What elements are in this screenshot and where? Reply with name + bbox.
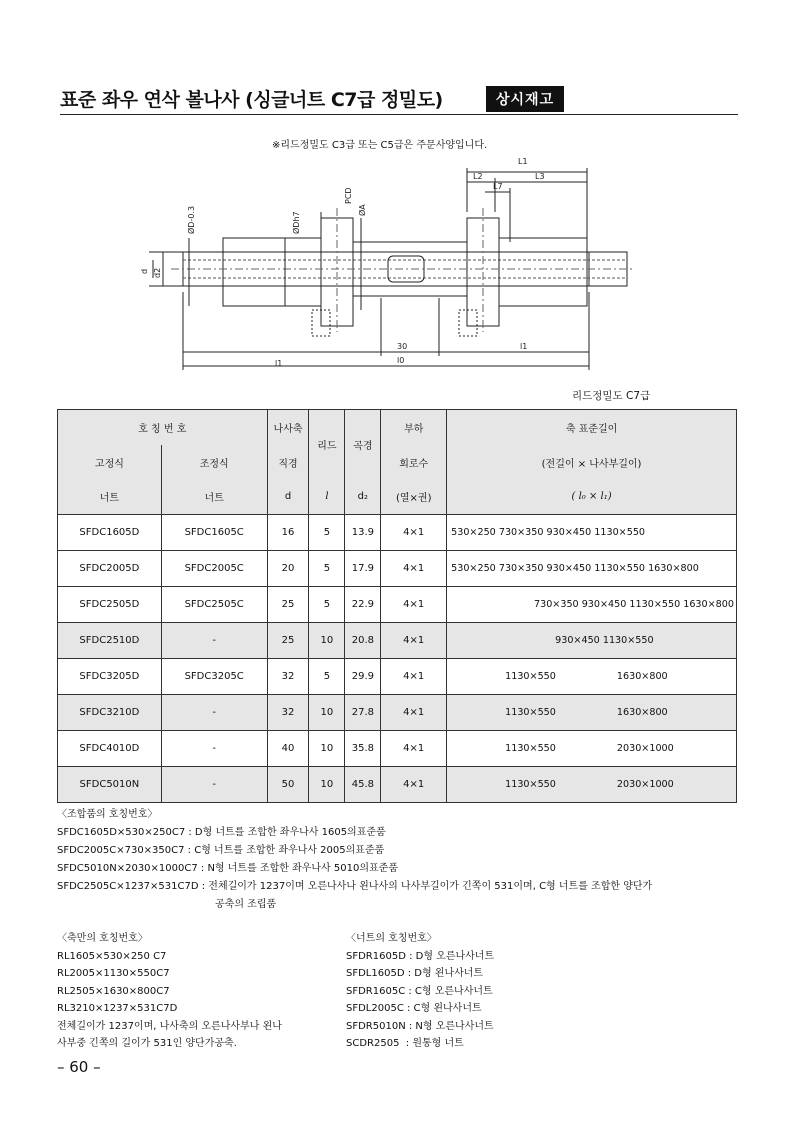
dim-phiDh7: ØDh7: [292, 211, 301, 234]
right-nut-body: [499, 238, 587, 306]
cell-d: 32: [267, 695, 309, 731]
dim-d2: d2: [153, 267, 162, 278]
dim-gap: 30: [397, 342, 408, 351]
header-lead: 리드: [309, 410, 345, 480]
cell-lengths: 1130×550 1630×800: [447, 695, 737, 731]
cell-lengths: 530×250 730×350 930×450 1130×550: [447, 515, 737, 551]
cell-fixed: SFDC4010D: [58, 731, 162, 767]
title-divider: [60, 114, 738, 115]
cell-lead: 10: [309, 731, 345, 767]
page-header: [60, 84, 738, 114]
stock-badge: 상시재고: [486, 86, 564, 112]
cell-fixed: SFDC3210D: [58, 695, 162, 731]
combination-heading: 〈조합품의 호칭번호〉: [57, 809, 158, 820]
header-circuits: 회로수: [381, 445, 447, 480]
cell-adjust: -: [161, 767, 267, 803]
left-nut-body: [223, 238, 321, 306]
dim-pcd: PCD: [344, 187, 353, 204]
header-designation: 호 칭 번 호: [58, 410, 268, 445]
cell-lengths: 1130×550 2030×1000: [447, 731, 737, 767]
dim-L1: L1: [518, 157, 528, 166]
cell-lengths: 730×350 930×450 1130×550 1630×800: [447, 587, 737, 623]
cell-load: 4×1: [381, 659, 447, 695]
nut-line: SFDR1605C : C형 오른나사너트: [346, 985, 493, 997]
combination-section: [57, 806, 747, 914]
header-d-symbol: d: [267, 480, 309, 515]
cell-load: 4×1: [381, 623, 447, 659]
header-load: 부하: [381, 410, 447, 445]
axis-line: 사부중 긴쪽의 길이가 531인 양단가공축.: [57, 1038, 237, 1049]
axis-line: RL2005×1130×550C7: [57, 968, 170, 979]
lead-precision-note: ※리드정밀도 C3급 또는 C5급은 주문사양입니다.: [272, 140, 488, 151]
nut-line: SFDL2005C : C형 왼나사너트: [346, 1003, 482, 1014]
cell-lengths: 1130×550 1630×800: [447, 659, 737, 695]
cell-lengths: 930×450 1130×550: [447, 623, 737, 659]
table-row: [58, 587, 737, 623]
header-length-formula: (전길이 × 나사부길이): [447, 445, 737, 480]
cell-d: 32: [267, 659, 309, 695]
cell-d2: 35.8: [345, 731, 381, 767]
cell-adjust: SFDC2505C: [161, 587, 267, 623]
table-row: [58, 767, 737, 803]
cell-d2: 27.8: [345, 695, 381, 731]
nut-line: SFDR5010N : N형 오른나사너트: [346, 1020, 494, 1032]
axis-heading: 〈축만의 호칭번호〉: [57, 933, 148, 944]
combination-line: SFDC2505C×1237×531C7D : 전체길이가 1237이며 오른나사나 왼나사의 나사부길이가 긴쪽이 531이며, C형 너트를 조합한 양단가: [57, 881, 653, 892]
cell-adjust: -: [161, 731, 267, 767]
combination-line: SFDC5010N×2030×1000C7 : N형 너트를 조합한 좌우나사 5010의표준품: [57, 863, 398, 874]
cell-lead: 10: [309, 767, 345, 803]
cell-d: 25: [267, 623, 309, 659]
nut-line: SFDL1605D : D형 왼나사너트: [346, 968, 484, 979]
header-l-symbol: l: [309, 480, 345, 515]
dim-d: d: [140, 268, 149, 274]
cell-d: 40: [267, 731, 309, 767]
cell-lengths: 1130×550 2030×1000: [447, 767, 737, 803]
table-row: [58, 659, 737, 695]
table-row: [58, 623, 737, 659]
cell-lead: 5: [309, 551, 345, 587]
cell-lead: 5: [309, 659, 345, 695]
page-number: – 60 –: [57, 1058, 101, 1076]
cell-lengths: 530×250 730×350 930×450 1130×550 1630×800: [447, 551, 737, 587]
combination-line: SFDC1605D×530×250C7 : D형 너트를 조합한 좌우나사 1605의표준품: [57, 827, 386, 838]
cell-lead: 10: [309, 623, 345, 659]
page-title: 표준 좌우 연삭 볼나사 (싱글너트 C7급 정밀도): [60, 89, 443, 111]
cell-load: 4×1: [381, 695, 447, 731]
cell-fixed: SFDC5010N: [58, 767, 162, 803]
table-row: [58, 731, 737, 767]
cell-adjust: -: [161, 623, 267, 659]
cell-fixed: SFDC3205D: [58, 659, 162, 695]
header-rows-turns: (열×권): [381, 480, 447, 515]
ball-screw-drawing: [135, 152, 745, 382]
header-d2-symbol: d₂: [345, 480, 381, 515]
header-diameter: 직경: [267, 445, 309, 480]
cell-d2: 22.9: [345, 587, 381, 623]
nut-line: SFDR1605D : D형 오른나사너트: [346, 950, 495, 962]
axis-line: RL3210×1237×531C7D: [57, 1003, 178, 1014]
axis-line: 전체길이가 1237이며, 나사축의 오른나사부나 왼나: [57, 1020, 282, 1032]
cell-fixed: SFDC1605D: [58, 515, 162, 551]
nut-line: SCDR2505 : 원통형 너트: [346, 1038, 464, 1049]
cell-adjust: SFDC3205C: [161, 659, 267, 695]
cell-adjust: -: [161, 695, 267, 731]
dim-L7: L7: [493, 182, 503, 191]
cell-load: 4×1: [381, 515, 447, 551]
cell-load: 4×1: [381, 767, 447, 803]
nut-section: [346, 930, 626, 1053]
dim-l1-right: l1: [520, 342, 528, 351]
nut-heading: 〈너트의 호칭번호〉: [346, 933, 437, 944]
cell-fixed: SFDC2505D: [58, 587, 162, 623]
cell-d: 16: [267, 515, 309, 551]
header-root-dia: 곡경: [345, 410, 381, 480]
cell-load: 4×1: [381, 551, 447, 587]
combination-line: SFDC2005C×730×350C7 : C형 너트를 조합한 좌우나사 2005의표준품: [57, 845, 385, 856]
header-screw-shaft: 나사축: [267, 410, 309, 445]
dim-phiA: ØA: [358, 204, 367, 216]
spec-table: [57, 409, 737, 803]
axis-line: RL2505×1630×800C7: [57, 985, 170, 997]
cell-load: 4×1: [381, 587, 447, 623]
cell-lead: 10: [309, 695, 345, 731]
dim-l1-left: l1: [275, 359, 283, 368]
grade-note: 리드정밀도 C7급: [572, 390, 651, 402]
header-adjust: 조정식: [161, 445, 267, 480]
dim-phiD: ØD-0.3: [187, 205, 196, 234]
cell-adjust: SFDC1605C: [161, 515, 267, 551]
cell-d: 50: [267, 767, 309, 803]
cell-d: 20: [267, 551, 309, 587]
cell-d2: 20.8: [345, 623, 381, 659]
header-nut-adjust: 너트: [161, 480, 267, 515]
header-fixed: 고정식: [58, 445, 162, 480]
table-row: [58, 515, 737, 551]
header-l-formula: ( l₀ × l₁): [447, 480, 737, 515]
axis-line: RL1605×530×250 C7: [57, 950, 167, 962]
cell-d2: 29.9: [345, 659, 381, 695]
cell-load: 4×1: [381, 731, 447, 767]
table-row: [58, 695, 737, 731]
cell-d: 25: [267, 587, 309, 623]
cell-fixed: SFDC2510D: [58, 623, 162, 659]
table-row: [58, 551, 737, 587]
cell-fixed: SFDC2005D: [58, 551, 162, 587]
cell-d2: 45.8: [345, 767, 381, 803]
dim-l0: l0: [397, 356, 405, 365]
dim-L2: L2: [473, 172, 483, 181]
cell-adjust: SFDC2005C: [161, 551, 267, 587]
header-std-length: 축 표준길이: [447, 410, 737, 445]
combination-continuation: 공축의 조립품: [215, 899, 277, 910]
axis-section: [57, 930, 337, 1053]
cell-d2: 13.9: [345, 515, 381, 551]
cell-d2: 17.9: [345, 551, 381, 587]
dim-L3: L3: [535, 172, 545, 181]
cell-lead: 5: [309, 587, 345, 623]
cell-lead: 5: [309, 515, 345, 551]
header-nut-fixed: 너트: [58, 480, 162, 515]
